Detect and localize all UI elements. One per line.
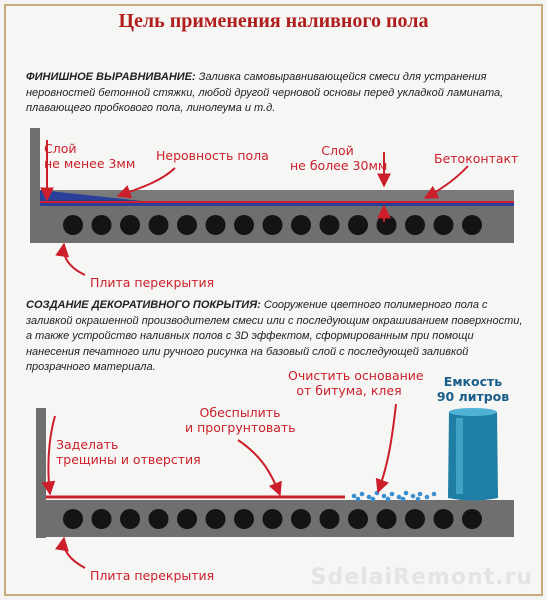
arrow-slab-2	[64, 538, 85, 568]
slab-hole	[405, 215, 425, 235]
slab-hole	[348, 215, 368, 235]
label-layer-max: Слой не более 30мм	[290, 143, 388, 173]
slab-hole	[177, 215, 197, 235]
slab-hole	[149, 215, 169, 235]
label-betokontakt: Бетоконтакт	[434, 151, 519, 166]
label-container: Емкость 90 литров	[436, 374, 510, 404]
slab-hole	[291, 215, 311, 235]
arrow-cracks	[48, 416, 55, 494]
bitumen-debris	[352, 491, 437, 502]
debris-dot	[432, 492, 437, 497]
debris-dot	[382, 494, 387, 499]
section2-heading: СОЗДАНИЕ ДЕКОРАТИВНОГО ПОКРЫТИЯ:	[26, 299, 261, 311]
slab-hole	[320, 215, 340, 235]
debris-dot	[397, 495, 402, 500]
slab-hole	[434, 215, 454, 235]
slab-hole	[377, 215, 397, 235]
slab-hole	[348, 509, 368, 529]
slab-hole	[206, 509, 226, 529]
slab-hole	[462, 509, 482, 529]
slab-hole	[377, 509, 397, 529]
debris-dot	[416, 497, 421, 502]
slab-hole	[234, 509, 254, 529]
container-bucket	[448, 408, 498, 501]
label-layer-min: Слой не менее 3мм	[44, 141, 136, 171]
debris-dot	[367, 495, 372, 500]
debris-dot	[360, 492, 365, 497]
page-title: Цель применения наливного пола	[118, 10, 429, 32]
slab-hole	[462, 215, 482, 235]
slab-hole	[320, 509, 340, 529]
watermark: SdelaiRemont.ru	[310, 565, 533, 590]
slab-hole	[405, 509, 425, 529]
slab-hole	[63, 509, 83, 529]
section2-text: Сооружение цветного полимерного пола с заливкой окрашенной производителем смеси или с последующим окрашиванием поверхности, а также устройство наливных полов с 3D эффектом, сформированным при помощи нанесения печатного или ручного рисунка на базовый слой с последующей заливкой прозрачного материала.	[26, 299, 523, 373]
slab-holes-2	[63, 509, 482, 529]
label-cracks: Заделать трещины и отверстия	[56, 437, 201, 467]
label-slab-2: Плита перекрытия	[90, 568, 215, 583]
debris-dot	[356, 497, 361, 502]
arrow-slab-1	[64, 244, 85, 275]
debris-dot	[401, 497, 406, 502]
debris-dot	[390, 492, 395, 497]
debris-dot	[404, 491, 409, 496]
slab-hole	[92, 215, 112, 235]
slab-hole	[63, 215, 83, 235]
slab-hole	[263, 509, 283, 529]
section1-heading: ФИНИШНОЕ ВЫРАВНИВАНИЕ:	[26, 71, 196, 83]
slab-hole	[434, 509, 454, 529]
debris-dot	[352, 494, 357, 499]
slab-hole	[234, 215, 254, 235]
slab-hole	[291, 509, 311, 529]
debris-dot	[371, 497, 376, 502]
arrow-dedust	[238, 440, 280, 495]
label-slab-1: Плита перекрытия	[90, 275, 215, 290]
debris-dot	[386, 497, 391, 502]
slab-hole	[120, 215, 140, 235]
section1-text: Заливка самовыравнивающейся смеси для устранения неровностей бетонной стяжки, любой другой черновой основы перед укладкой ламината, плавающего пробкового пола, линолеума и т.д.	[26, 71, 504, 114]
slab-hole	[120, 509, 140, 529]
label-dedust: Обеспылить и прогрунтовать	[185, 405, 296, 435]
arrow-clean-base	[378, 404, 396, 492]
slab-hole	[149, 509, 169, 529]
debris-dot	[411, 494, 416, 499]
debris-dot	[418, 492, 423, 497]
label-unevenness: Неровность пола	[156, 148, 269, 163]
slab-hole	[92, 509, 112, 529]
slab-hole	[177, 509, 197, 529]
slab-holes	[63, 215, 482, 235]
slab-hole	[263, 215, 283, 235]
debris-dot	[425, 495, 430, 500]
slab-hole	[206, 215, 226, 235]
section2-description	[26, 298, 526, 376]
label-clean-base: Очистить основание от битума, клея	[288, 368, 424, 398]
